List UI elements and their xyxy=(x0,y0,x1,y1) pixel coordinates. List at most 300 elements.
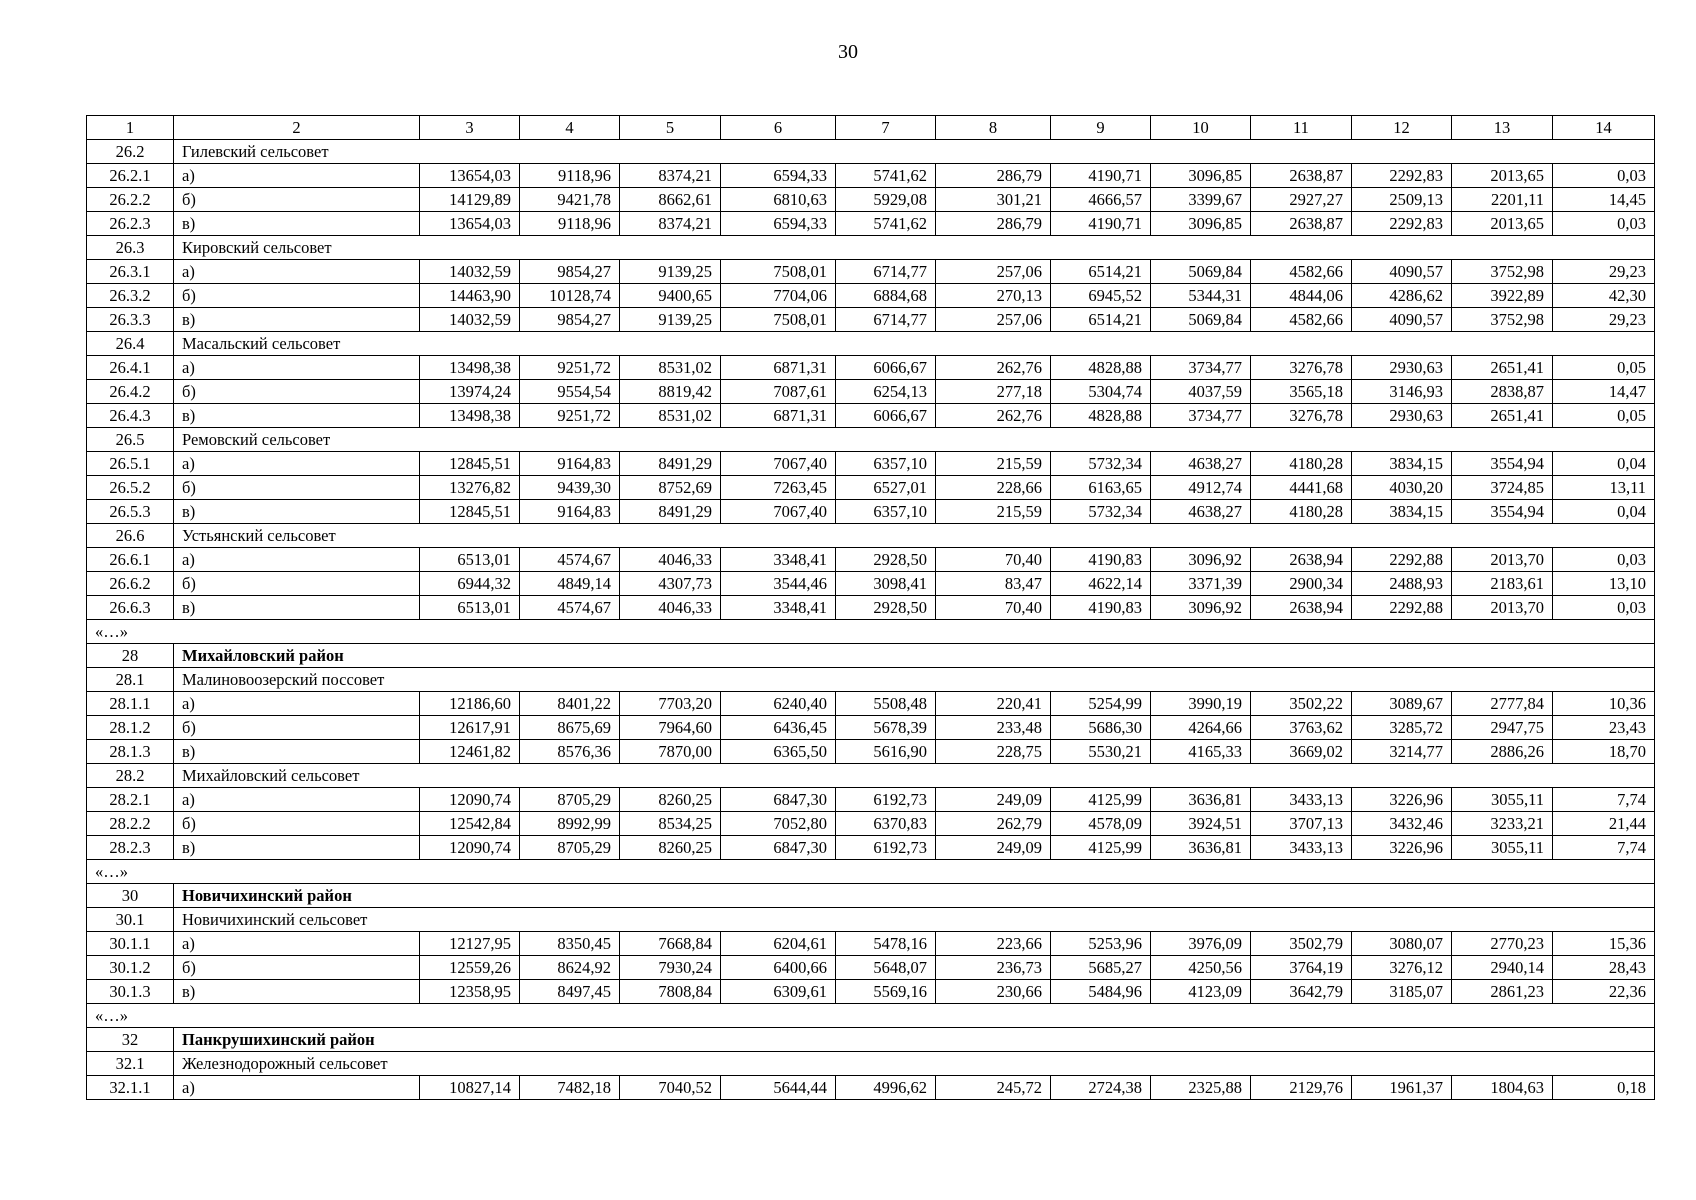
value-cell: 2928,50 xyxy=(836,548,936,572)
value-cell: 3096,85 xyxy=(1151,212,1251,236)
value-cell: 6847,30 xyxy=(721,788,836,812)
value-cell: 4828,88 xyxy=(1051,404,1151,428)
value-cell: 6436,45 xyxy=(721,716,836,740)
value-cell: 0,04 xyxy=(1553,452,1655,476)
district-row xyxy=(87,1028,1655,1052)
value-cell: 6192,73 xyxy=(836,788,936,812)
value-cell: 3669,02 xyxy=(1251,740,1352,764)
settlement-name: Малиновоозерский поссовет xyxy=(174,668,1655,692)
value-cell: 2292,88 xyxy=(1352,596,1452,620)
value-cell: 12186,60 xyxy=(420,692,520,716)
row-variant: в) xyxy=(174,212,420,236)
value-cell: 3554,94 xyxy=(1452,500,1553,524)
value-cell: 13276,82 xyxy=(420,476,520,500)
value-cell: 9421,78 xyxy=(520,188,620,212)
value-cell: 4844,06 xyxy=(1251,284,1352,308)
table-row xyxy=(87,212,1655,236)
settlement-name: Масальский сельсовет xyxy=(174,332,1655,356)
value-cell: 7067,40 xyxy=(721,452,836,476)
value-cell: 7704,06 xyxy=(721,284,836,308)
value-cell: 5929,08 xyxy=(836,188,936,212)
table-row xyxy=(87,836,1655,860)
row-code: 26.2 xyxy=(87,140,174,164)
row-code: 26.3.2 xyxy=(87,284,174,308)
value-cell: 10,36 xyxy=(1553,692,1655,716)
row-variant: б) xyxy=(174,572,420,596)
row-code: 30.1.2 xyxy=(87,956,174,980)
value-cell: 8350,45 xyxy=(520,932,620,956)
district-name: Панкрушихинский район xyxy=(174,1028,1655,1052)
value-cell: 228,75 xyxy=(936,740,1051,764)
value-cell: 262,76 xyxy=(936,356,1051,380)
value-cell: 0,03 xyxy=(1553,596,1655,620)
row-code: 32.1 xyxy=(87,1052,174,1076)
value-cell: 2651,41 xyxy=(1452,404,1553,428)
value-cell: 13,11 xyxy=(1553,476,1655,500)
value-cell: 4849,14 xyxy=(520,572,620,596)
value-cell: 9854,27 xyxy=(520,260,620,284)
column-header: 5 xyxy=(620,116,721,140)
value-cell: 3226,96 xyxy=(1352,788,1452,812)
value-cell: 3724,85 xyxy=(1452,476,1553,500)
value-cell: 5648,07 xyxy=(836,956,936,980)
value-cell: 9400,65 xyxy=(620,284,721,308)
value-cell: 8374,21 xyxy=(620,212,721,236)
ellipsis-row xyxy=(87,860,1655,884)
value-cell: 6066,67 xyxy=(836,356,936,380)
row-code: 26.3 xyxy=(87,236,174,260)
settlement-row xyxy=(87,1052,1655,1076)
row-variant: б) xyxy=(174,380,420,404)
value-cell: 3276,78 xyxy=(1251,356,1352,380)
district-row xyxy=(87,884,1655,908)
row-code: 26.2.2 xyxy=(87,188,174,212)
value-cell: 2292,83 xyxy=(1352,164,1452,188)
value-cell: 6192,73 xyxy=(836,836,936,860)
value-cell: 29,23 xyxy=(1553,308,1655,332)
row-code: 28.2.3 xyxy=(87,836,174,860)
value-cell: 12358,95 xyxy=(420,980,520,1004)
value-cell: 6240,40 xyxy=(721,692,836,716)
row-code: 26.4.3 xyxy=(87,404,174,428)
row-code: 30.1.3 xyxy=(87,980,174,1004)
value-cell: 4582,66 xyxy=(1251,260,1352,284)
value-cell: 8534,25 xyxy=(620,812,721,836)
row-code: 26.5.2 xyxy=(87,476,174,500)
value-cell: 9439,30 xyxy=(520,476,620,500)
value-cell: 5069,84 xyxy=(1151,260,1251,284)
value-cell: 2900,34 xyxy=(1251,572,1352,596)
value-cell: 2509,13 xyxy=(1352,188,1452,212)
row-variant: а) xyxy=(174,356,420,380)
value-cell: 9251,72 xyxy=(520,404,620,428)
value-cell: 4090,57 xyxy=(1352,260,1452,284)
value-cell: 6357,10 xyxy=(836,500,936,524)
table-row xyxy=(87,452,1655,476)
value-cell: 5254,99 xyxy=(1051,692,1151,716)
value-cell: 7508,01 xyxy=(721,308,836,332)
value-cell: 3752,98 xyxy=(1452,308,1553,332)
table-row xyxy=(87,164,1655,188)
value-cell: 5344,31 xyxy=(1151,284,1251,308)
row-variant: в) xyxy=(174,308,420,332)
settlement-row xyxy=(87,524,1655,548)
value-cell: 4190,71 xyxy=(1051,164,1151,188)
value-cell: 3055,11 xyxy=(1452,788,1553,812)
settlement-row xyxy=(87,140,1655,164)
value-cell: 8531,02 xyxy=(620,356,721,380)
value-cell: 6527,01 xyxy=(836,476,936,500)
district-name: Новичихинский район xyxy=(174,884,1655,908)
value-cell: 3348,41 xyxy=(721,548,836,572)
row-variant: а) xyxy=(174,452,420,476)
value-cell: 3399,67 xyxy=(1151,188,1251,212)
value-cell: 12559,26 xyxy=(420,956,520,980)
row-variant: в) xyxy=(174,596,420,620)
settlement-name: Кировский сельсовет xyxy=(174,236,1655,260)
value-cell: 12127,95 xyxy=(420,932,520,956)
value-cell: 7964,60 xyxy=(620,716,721,740)
value-cell: 7052,80 xyxy=(721,812,836,836)
value-cell: 4165,33 xyxy=(1151,740,1251,764)
value-cell: 2638,87 xyxy=(1251,164,1352,188)
value-cell: 6847,30 xyxy=(721,836,836,860)
value-cell: 42,30 xyxy=(1553,284,1655,308)
header-row xyxy=(87,116,1655,140)
value-cell: 5732,34 xyxy=(1051,500,1151,524)
value-cell: 13498,38 xyxy=(420,356,520,380)
value-cell: 4996,62 xyxy=(836,1076,936,1100)
row-code: 32 xyxy=(87,1028,174,1052)
row-code: 30.1.1 xyxy=(87,932,174,956)
page-number: 30 xyxy=(838,41,858,63)
district-name: Михайловский район xyxy=(174,644,1655,668)
value-cell: 1804,63 xyxy=(1452,1076,1553,1100)
table-row xyxy=(87,716,1655,740)
table-row xyxy=(87,548,1655,572)
value-cell: 249,09 xyxy=(936,788,1051,812)
ellipsis-mark: «…» xyxy=(87,860,1655,884)
value-cell: 9164,83 xyxy=(520,452,620,476)
value-cell: 9554,54 xyxy=(520,380,620,404)
settlement-row xyxy=(87,764,1655,788)
value-cell: 29,23 xyxy=(1553,260,1655,284)
value-cell: 3636,81 xyxy=(1151,788,1251,812)
value-cell: 5741,62 xyxy=(836,164,936,188)
value-cell: 8497,45 xyxy=(520,980,620,1004)
value-cell: 4037,59 xyxy=(1151,380,1251,404)
value-cell: 14,45 xyxy=(1553,188,1655,212)
value-cell: 3554,94 xyxy=(1452,452,1553,476)
table-row xyxy=(87,380,1655,404)
value-cell: 7668,84 xyxy=(620,932,721,956)
row-code: 26.5 xyxy=(87,428,174,452)
value-cell: 6514,21 xyxy=(1051,260,1151,284)
value-cell: 4574,67 xyxy=(520,548,620,572)
value-cell: 0,18 xyxy=(1553,1076,1655,1100)
value-cell: 14032,59 xyxy=(420,308,520,332)
settlement-name: Михайловский сельсовет xyxy=(174,764,1655,788)
value-cell: 4307,73 xyxy=(620,572,721,596)
value-cell: 0,05 xyxy=(1553,356,1655,380)
value-cell: 3276,78 xyxy=(1251,404,1352,428)
value-cell: 14032,59 xyxy=(420,260,520,284)
value-cell: 0,05 xyxy=(1553,404,1655,428)
value-cell: 22,36 xyxy=(1553,980,1655,1004)
value-cell: 7040,52 xyxy=(620,1076,721,1100)
value-cell: 3226,96 xyxy=(1352,836,1452,860)
column-header: 2 xyxy=(174,116,420,140)
value-cell: 9251,72 xyxy=(520,356,620,380)
value-cell: 12090,74 xyxy=(420,788,520,812)
value-cell: 3096,85 xyxy=(1151,164,1251,188)
value-cell: 3734,77 xyxy=(1151,404,1251,428)
value-cell: 9118,96 xyxy=(520,212,620,236)
row-code: 26.4.1 xyxy=(87,356,174,380)
value-cell: 3285,72 xyxy=(1352,716,1452,740)
value-cell: 262,76 xyxy=(936,404,1051,428)
table-row xyxy=(87,740,1655,764)
value-cell: 6204,61 xyxy=(721,932,836,956)
value-cell: 7482,18 xyxy=(520,1076,620,1100)
value-cell: 12845,51 xyxy=(420,452,520,476)
row-variant: в) xyxy=(174,740,420,764)
value-cell: 2292,83 xyxy=(1352,212,1452,236)
value-cell: 4125,99 xyxy=(1051,788,1151,812)
row-code: 26.6.1 xyxy=(87,548,174,572)
value-cell: 2651,41 xyxy=(1452,356,1553,380)
row-variant: б) xyxy=(174,716,420,740)
value-cell: 8662,61 xyxy=(620,188,721,212)
value-cell: 7930,24 xyxy=(620,956,721,980)
value-cell: 2183,61 xyxy=(1452,572,1553,596)
value-cell: 4578,09 xyxy=(1051,812,1151,836)
value-cell: 2013,70 xyxy=(1452,548,1553,572)
row-code: 28.1.1 xyxy=(87,692,174,716)
row-code: 28.2 xyxy=(87,764,174,788)
value-cell: 8675,69 xyxy=(520,716,620,740)
value-cell: 6513,01 xyxy=(420,596,520,620)
table-row xyxy=(87,692,1655,716)
value-cell: 220,41 xyxy=(936,692,1051,716)
value-cell: 10827,14 xyxy=(420,1076,520,1100)
value-cell: 3214,77 xyxy=(1352,740,1452,764)
value-cell: 6871,31 xyxy=(721,404,836,428)
value-cell: 4574,67 xyxy=(520,596,620,620)
value-cell: 6370,83 xyxy=(836,812,936,836)
row-code: 26.5.1 xyxy=(87,452,174,476)
value-cell: 2928,50 xyxy=(836,596,936,620)
table-row xyxy=(87,500,1655,524)
table-row xyxy=(87,284,1655,308)
value-cell: 4190,83 xyxy=(1051,596,1151,620)
row-code: 28.2.1 xyxy=(87,788,174,812)
row-code: 32.1.1 xyxy=(87,1076,174,1100)
value-cell: 6365,50 xyxy=(721,740,836,764)
value-cell: 4123,09 xyxy=(1151,980,1251,1004)
settlement-row xyxy=(87,668,1655,692)
value-cell: 8531,02 xyxy=(620,404,721,428)
value-cell: 12542,84 xyxy=(420,812,520,836)
value-cell: 7703,20 xyxy=(620,692,721,716)
value-cell: 6714,77 xyxy=(836,260,936,284)
value-cell: 2930,63 xyxy=(1352,356,1452,380)
column-header: 12 xyxy=(1352,116,1452,140)
value-cell: 3834,15 xyxy=(1352,500,1452,524)
value-cell: 5616,90 xyxy=(836,740,936,764)
table-row xyxy=(87,188,1655,212)
value-cell: 2940,14 xyxy=(1452,956,1553,980)
value-cell: 262,79 xyxy=(936,812,1051,836)
value-cell: 4180,28 xyxy=(1251,500,1352,524)
row-variant: в) xyxy=(174,836,420,860)
value-cell: 14463,90 xyxy=(420,284,520,308)
value-cell: 3544,46 xyxy=(721,572,836,596)
row-code: 26.6.3 xyxy=(87,596,174,620)
value-cell: 3502,79 xyxy=(1251,932,1352,956)
value-cell: 5253,96 xyxy=(1051,932,1151,956)
value-cell: 8819,42 xyxy=(620,380,721,404)
value-cell: 3834,15 xyxy=(1352,452,1452,476)
settlement-row xyxy=(87,236,1655,260)
value-cell: 2013,65 xyxy=(1452,212,1553,236)
value-cell: 230,66 xyxy=(936,980,1051,1004)
value-cell: 2947,75 xyxy=(1452,716,1553,740)
value-cell: 8705,29 xyxy=(520,788,620,812)
column-header: 9 xyxy=(1051,116,1151,140)
value-cell: 4180,28 xyxy=(1251,452,1352,476)
table-row xyxy=(87,572,1655,596)
value-cell: 21,44 xyxy=(1553,812,1655,836)
row-code: 26.3.3 xyxy=(87,308,174,332)
value-cell: 7,74 xyxy=(1553,788,1655,812)
row-code: 30.1 xyxy=(87,908,174,932)
value-cell: 233,48 xyxy=(936,716,1051,740)
value-cell: 2861,23 xyxy=(1452,980,1553,1004)
value-cell: 8374,21 xyxy=(620,164,721,188)
value-cell: 1961,37 xyxy=(1352,1076,1452,1100)
value-cell: 5478,16 xyxy=(836,932,936,956)
value-cell: 215,59 xyxy=(936,452,1051,476)
value-cell: 70,40 xyxy=(936,596,1051,620)
value-cell: 12461,82 xyxy=(420,740,520,764)
ellipsis-mark: «…» xyxy=(87,620,1655,644)
ellipsis-row xyxy=(87,620,1655,644)
value-cell: 4090,57 xyxy=(1352,308,1452,332)
table-row xyxy=(87,308,1655,332)
value-cell: 5508,48 xyxy=(836,692,936,716)
value-cell: 2292,88 xyxy=(1352,548,1452,572)
value-cell: 2638,94 xyxy=(1251,596,1352,620)
column-header: 7 xyxy=(836,116,936,140)
value-cell: 6594,33 xyxy=(721,164,836,188)
value-cell: 9164,83 xyxy=(520,500,620,524)
value-cell: 286,79 xyxy=(936,164,1051,188)
value-cell: 12845,51 xyxy=(420,500,520,524)
value-cell: 6945,52 xyxy=(1051,284,1151,308)
value-cell: 13974,24 xyxy=(420,380,520,404)
value-cell: 4638,27 xyxy=(1151,452,1251,476)
row-code: 26.2.1 xyxy=(87,164,174,188)
row-code: 28.1.3 xyxy=(87,740,174,764)
table-row xyxy=(87,788,1655,812)
tariff-table xyxy=(86,115,1655,1100)
settlement-name: Гилевский сельсовет xyxy=(174,140,1655,164)
value-cell: 3565,18 xyxy=(1251,380,1352,404)
column-header: 14 xyxy=(1553,116,1655,140)
value-cell: 3432,46 xyxy=(1352,812,1452,836)
value-cell: 8992,99 xyxy=(520,812,620,836)
value-cell: 8401,22 xyxy=(520,692,620,716)
value-cell: 8705,29 xyxy=(520,836,620,860)
value-cell: 3055,11 xyxy=(1452,836,1553,860)
row-code: 26.6 xyxy=(87,524,174,548)
value-cell: 228,66 xyxy=(936,476,1051,500)
column-header: 13 xyxy=(1452,116,1553,140)
value-cell: 70,40 xyxy=(936,548,1051,572)
column-header: 6 xyxy=(721,116,836,140)
value-cell: 4622,14 xyxy=(1051,572,1151,596)
value-cell: 4286,62 xyxy=(1352,284,1452,308)
value-cell: 5304,74 xyxy=(1051,380,1151,404)
value-cell: 5685,27 xyxy=(1051,956,1151,980)
row-code: 28.1.2 xyxy=(87,716,174,740)
value-cell: 5644,44 xyxy=(721,1076,836,1100)
ellipsis-row xyxy=(87,1004,1655,1028)
settlement-name: Новичихинский сельсовет xyxy=(174,908,1655,932)
table-row xyxy=(87,932,1655,956)
value-cell: 6163,65 xyxy=(1051,476,1151,500)
value-cell: 5569,16 xyxy=(836,980,936,1004)
table-row xyxy=(87,404,1655,428)
value-cell: 4666,57 xyxy=(1051,188,1151,212)
value-cell: 18,70 xyxy=(1553,740,1655,764)
value-cell: 6254,13 xyxy=(836,380,936,404)
value-cell: 2777,84 xyxy=(1452,692,1553,716)
value-cell: 3433,13 xyxy=(1251,788,1352,812)
value-cell: 4046,33 xyxy=(620,596,721,620)
value-cell: 2927,27 xyxy=(1251,188,1352,212)
value-cell: 257,06 xyxy=(936,260,1051,284)
row-variant: а) xyxy=(174,692,420,716)
column-header: 3 xyxy=(420,116,520,140)
value-cell: 4190,83 xyxy=(1051,548,1151,572)
value-cell: 13654,03 xyxy=(420,164,520,188)
settlement-name: Устьянский сельсовет xyxy=(174,524,1655,548)
value-cell: 6400,66 xyxy=(721,956,836,980)
value-cell: 5741,62 xyxy=(836,212,936,236)
row-variant: а) xyxy=(174,788,420,812)
value-cell: 9139,25 xyxy=(620,308,721,332)
value-cell: 301,21 xyxy=(936,188,1051,212)
value-cell: 2325,88 xyxy=(1151,1076,1251,1100)
value-cell: 5069,84 xyxy=(1151,308,1251,332)
value-cell: 3636,81 xyxy=(1151,836,1251,860)
value-cell: 5732,34 xyxy=(1051,452,1151,476)
value-cell: 8260,25 xyxy=(620,788,721,812)
value-cell: 5484,96 xyxy=(1051,980,1151,1004)
row-variant: а) xyxy=(174,260,420,284)
value-cell: 8752,69 xyxy=(620,476,721,500)
value-cell: 215,59 xyxy=(936,500,1051,524)
row-variant: б) xyxy=(174,956,420,980)
settlement-row xyxy=(87,332,1655,356)
value-cell: 3433,13 xyxy=(1251,836,1352,860)
value-cell: 3096,92 xyxy=(1151,596,1251,620)
value-cell: 28,43 xyxy=(1553,956,1655,980)
value-cell: 3098,41 xyxy=(836,572,936,596)
value-cell: 3089,67 xyxy=(1352,692,1452,716)
